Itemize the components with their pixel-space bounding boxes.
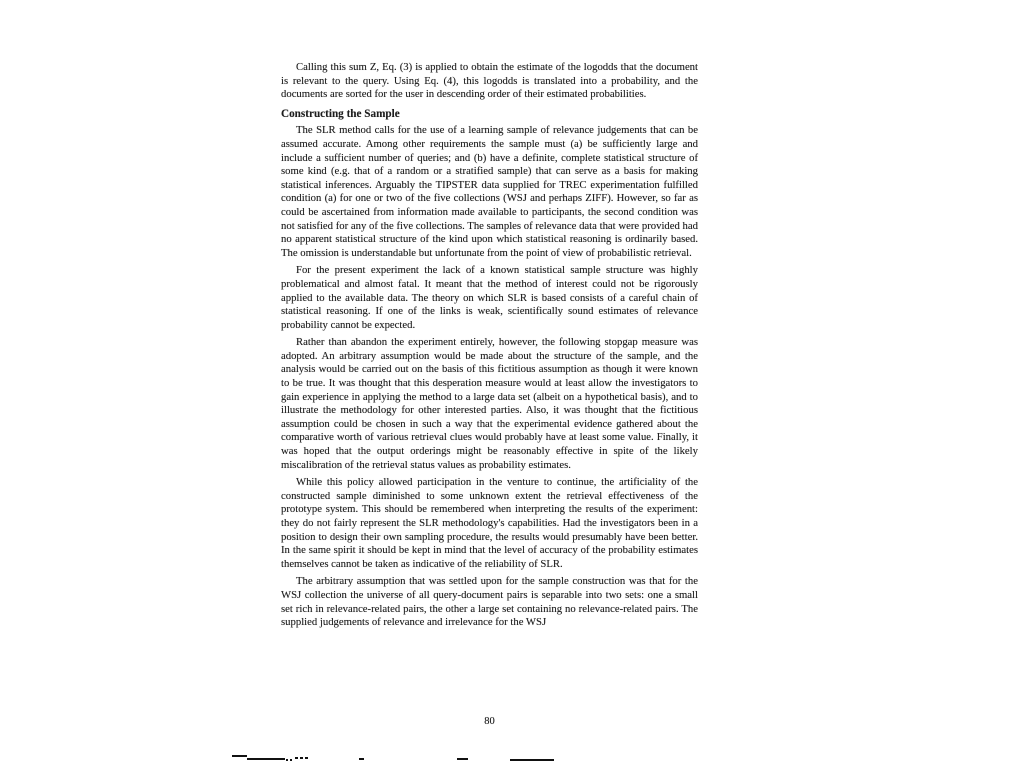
body-paragraph: The arbitrary assumption that was settled upon for the sample construction was that for the WSJ collection the universe of all query-document pairs is separable into two sets: one a small set rich in relevance-related pairs, the other a large set containing no relevance-related pairs. The supplied judgements of relevance and irrelevance for the WSJ	[281, 575, 698, 629]
scan-artifact-dot	[300, 757, 303, 759]
scan-artifact-line	[457, 758, 468, 760]
scan-artifact-dot	[286, 759, 288, 761]
scan-artifact-line	[359, 758, 364, 760]
intro-paragraph: Calling this sum Z, Eq. (3) is applied to obtain the estimate of the logodds that the document is relevant to the query. Using Eq. (4), this logodds is translated into a probability, and the documents are sorted for the user in descending order of their estimated probabilities.	[281, 61, 698, 101]
page-number: 80	[484, 716, 495, 727]
scan-artifact-line	[510, 759, 554, 761]
scan-artifact-dot	[290, 759, 292, 761]
body-paragraph: For the present experiment the lack of a known statistical sample structure was highly problematical and almost fatal. It meant that the method of interest could not be rigorously applied to the available data. The theory on which SLR is based consists of a careful chain of statistical reasoning. If one of the links is weak, scientifically sound estimates of relevance probability cannot be expected.	[281, 264, 698, 331]
scan-artifact-dot	[295, 757, 298, 759]
scan-artifact-line	[247, 758, 285, 760]
section-heading: Constructing the Sample	[281, 107, 400, 120]
body-paragraph: While this policy allowed participation in the venture to continue, the artificiality of the constructed sample diminished to some unknown extent the retrieval effectiveness of the prototype system. This should be remembered when interpreting the results of the experiment: they do not fairly represent the SLR methodology's capabilities. Had the investigators been in a position to design their own sampling procedure, the results would presumably have been better. In the same spirit it should be kept in mind that the level of accuracy of the probability estimates themselves cannot be taken as indicative of the reliability of SLR.	[281, 476, 698, 570]
scan-artifact-dot	[305, 757, 308, 759]
body-paragraph: Rather than abandon the experiment entirely, however, the following stopgap measure was adopted. An arbitrary assumption would be made about the structure of the sample, and the analysis would be carried out on the basis of this fictitious assumption as though it were known to be true. It was thought that this desperation measure would at least allow the investigators to gain experience in applying the method to a large data set (albeit on a hypothetical basis), and to illustrate the methodology for other interested parties. Also, it was thought that the fictitious assumption could be chosen in such a way that the experimental evidence gathered about the comparative worth of various retrieval clues would probably have at least some value. Finally, it was hoped that the output orderings might be reasonably effective in spite of the likely miscalibration of the retrieval status values as probability estimates.	[281, 336, 698, 471]
body-paragraph: The SLR method calls for the use of a learning sample of relevance judgements that can be assumed accurate. Among other requirements the sample must (a) be sufficiently large and include a sufficient number of queries; and (b) have a definite, complete statistical structure of some kind (e.g. that of a random or a stratified sample) that can serve as a basis for making statistical inferences. Arguably the TIPSTER data supplied for TREC experimentation fulfilled condition (a) for one or two of the five collections (WSJ and perhaps ZIFF). However, so far as could be ascertained from information made available to participants, the second condition was not satisfied for any of the five collections. The samples of relevance data that were provided had no apparent statistical structure of the kind upon which statistical reasoning is ordinarily based. The omission is understandable but unfortunate from the point of view of probabilistic retrieval.	[281, 124, 698, 259]
page-text-block	[281, 61, 698, 634]
scan-artifact-line	[232, 755, 247, 757]
